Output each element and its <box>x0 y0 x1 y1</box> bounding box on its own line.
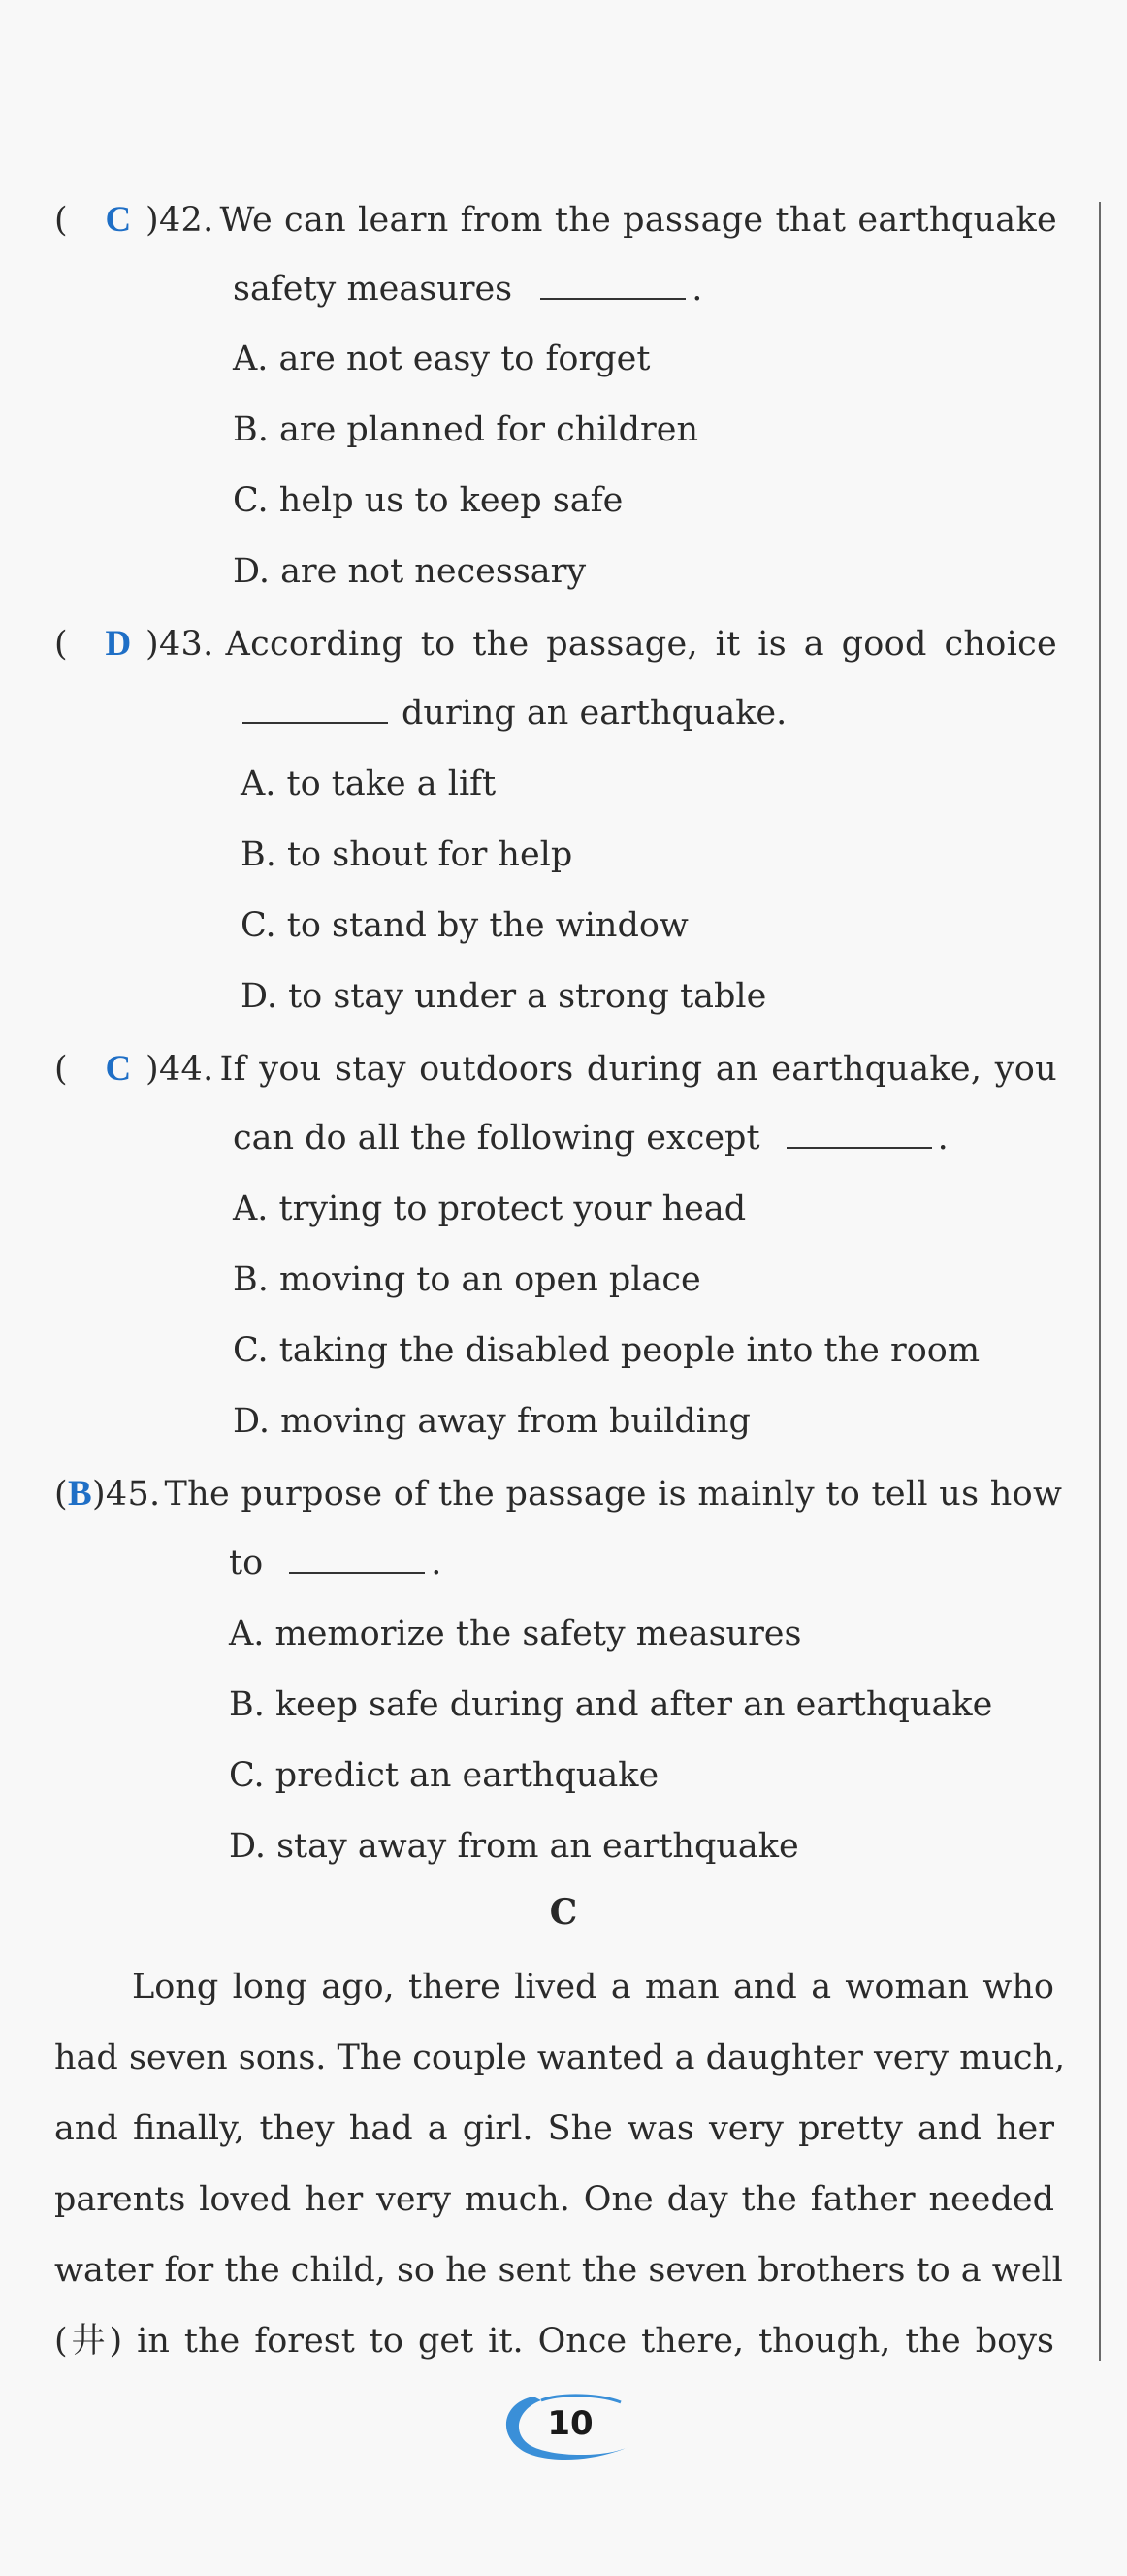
question-number: )43. <box>145 625 214 664</box>
passage-line: had seven sons. The couple wanted a daughter very much, <box>54 2038 1066 2077</box>
page-number-badge <box>495 2389 640 2466</box>
passage-line: water for the child, so he sent the seven brothers to a well <box>54 2251 1063 2290</box>
answer-mark: C <box>105 1049 132 1089</box>
question-number: )42. <box>145 201 214 240</box>
passage-line: parents loved her very much. One day the father needed <box>54 2180 1054 2219</box>
option-b: B. keep safe during and after an earthquake <box>229 1685 993 1724</box>
question-number: )44. <box>145 1050 214 1089</box>
stem-continuation: safety measures <box>233 270 513 309</box>
option-d: D. are not necessary <box>233 552 587 591</box>
option-b: B. to shout for help <box>241 835 573 874</box>
option-a: A. memorize the safety measures <box>229 1614 802 1653</box>
answer-blank <box>787 1122 932 1149</box>
answer-blank <box>289 1547 425 1574</box>
option-d: D. moving away from building <box>233 1402 751 1441</box>
option-c: C. taking the disabled people into the room <box>233 1331 981 1370</box>
question-stem: If you stay outdoors during an earthquake, you <box>219 1050 1057 1089</box>
question-45-continuation <box>229 1544 441 1582</box>
page-number: 10 <box>547 2404 594 2443</box>
question-42-continuation <box>233 270 702 309</box>
option-c: C. to stand by the window <box>241 906 689 945</box>
question-44 <box>54 1048 1057 1090</box>
question-45 <box>54 1473 1063 1515</box>
passage-line: and finally, they had a girl. She was very pretty and her <box>54 2109 1054 2148</box>
option-c: C. predict an earthquake <box>229 1756 660 1795</box>
question-43-continuation <box>242 694 787 733</box>
stem-continuation: can do all the following except <box>233 1119 760 1158</box>
question-number: )45. <box>91 1475 161 1514</box>
stem-end: . <box>937 1119 949 1158</box>
option-d: D. stay away from an earthquake <box>229 1827 799 1866</box>
open-paren: ( <box>54 1475 68 1514</box>
question-42 <box>54 199 1057 241</box>
open-paren: ( <box>54 1050 68 1089</box>
option-b: B. are planned for children <box>233 410 699 449</box>
passage-line: (井) in the forest to get it. Once there, though, the boys <box>54 2322 1054 2361</box>
question-stem: The purpose of the passage is mainly to tell us how <box>164 1475 1063 1514</box>
answer-blank <box>540 273 686 300</box>
question-44-continuation <box>233 1119 949 1158</box>
question-43 <box>54 623 1057 665</box>
option-a: A. trying to protect your head <box>233 1190 747 1228</box>
passage-line: Long long ago, there lived a man and a woman who <box>132 1968 1054 2006</box>
answer-mark: D <box>105 624 132 664</box>
stem-end: . <box>431 1544 442 1582</box>
stem-continuation: during an earthquake. <box>402 694 788 733</box>
section-heading: C <box>549 1892 578 1933</box>
question-stem: We can learn from the passage that earthquake <box>219 201 1057 240</box>
option-a: A. are not easy to forget <box>233 340 651 378</box>
stem-continuation: to <box>229 1544 264 1582</box>
open-paren: ( <box>54 625 68 664</box>
question-stem: According to the passage, it is a good choice <box>225 625 1057 664</box>
option-b: B. moving to an open place <box>233 1260 701 1299</box>
option-a: A. to take a lift <box>241 765 497 803</box>
answer-blank <box>242 697 388 724</box>
right-margin-rule <box>1099 202 1101 2361</box>
answer-mark: C <box>105 200 132 240</box>
stem-end: . <box>692 270 703 309</box>
open-paren: ( <box>54 201 68 240</box>
option-d: D. to stay under a strong table <box>241 977 767 1016</box>
answer-mark: B <box>67 1474 92 1514</box>
option-c: C. help us to keep safe <box>233 481 624 520</box>
passage <box>54 1952 1066 2377</box>
